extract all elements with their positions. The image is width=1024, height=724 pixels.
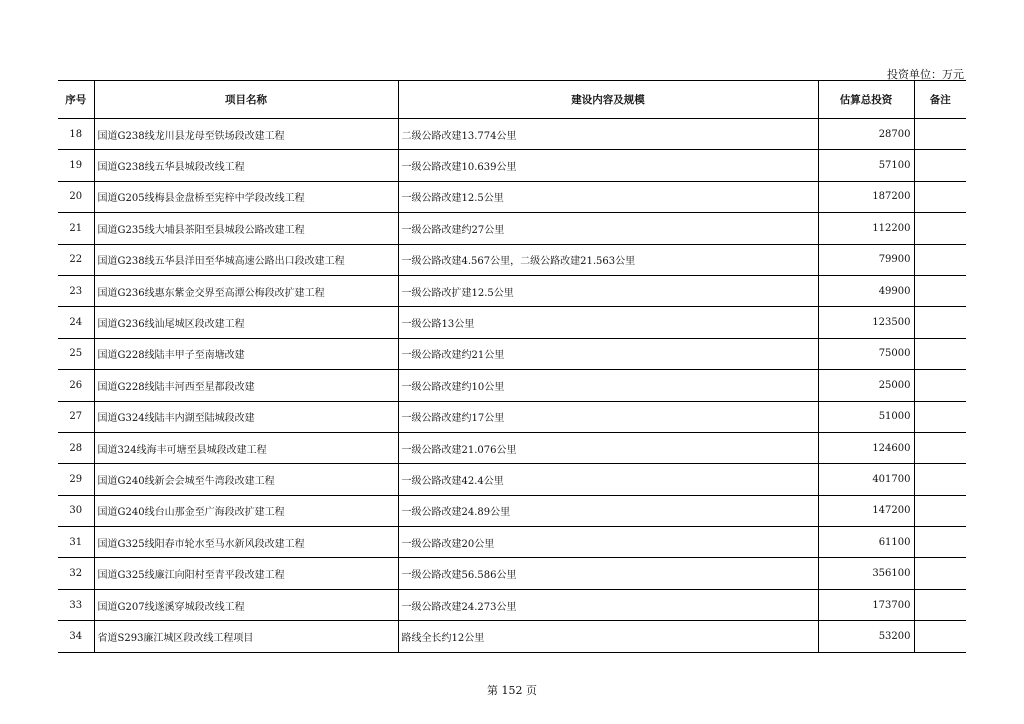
cell-no: 32: [58, 558, 94, 589]
cell-estimated-investment: 75000: [818, 338, 914, 369]
table-row: [58, 558, 966, 589]
table-row: [58, 213, 966, 244]
cell-no: 33: [58, 589, 94, 620]
cell-remark: [914, 213, 966, 244]
table-row: [58, 401, 966, 432]
cell-estimated-investment: 25000: [818, 370, 914, 401]
table-row: [58, 338, 966, 369]
cell-remark: [914, 150, 966, 181]
table-row: [58, 621, 966, 652]
cell-remark: [914, 558, 966, 589]
cell-no: 21: [58, 213, 94, 244]
cell-no: 23: [58, 275, 94, 306]
page-number: 第 152 页: [487, 684, 537, 697]
investment-unit-label: 投资单位：万元: [887, 68, 964, 81]
cell-remark: [914, 621, 966, 652]
header-project-name: 项目名称: [94, 81, 398, 119]
cell-remark: [914, 307, 966, 338]
cell-construction-scope: 一级公路改建约27公里: [398, 213, 818, 244]
cell-estimated-investment: 124600: [818, 432, 914, 463]
cell-estimated-investment: 147200: [818, 495, 914, 526]
cell-construction-scope: 一级公路改扩建12.5公里: [398, 275, 818, 306]
cell-no: 29: [58, 464, 94, 495]
cell-estimated-investment: 79900: [818, 244, 914, 275]
cell-project-name: 国道G238线五华县城段改线工程: [94, 150, 398, 181]
table-row: [58, 307, 966, 338]
table-row: [58, 464, 966, 495]
cell-no: 25: [58, 338, 94, 369]
table-row: [58, 119, 966, 150]
cell-no: 31: [58, 527, 94, 558]
cell-estimated-investment: 187200: [818, 181, 914, 212]
cell-remark: [914, 464, 966, 495]
cell-remark: [914, 275, 966, 306]
table-row: [58, 527, 966, 558]
cell-construction-scope: 一级公路改建21.076公里: [398, 432, 818, 463]
cell-no: 18: [58, 119, 94, 150]
cell-estimated-investment: 173700: [818, 589, 914, 620]
cell-no: 20: [58, 181, 94, 212]
cell-construction-scope: 一级公路改建56.586公里: [398, 558, 818, 589]
table-row: [58, 150, 966, 181]
cell-estimated-investment: 61100: [818, 527, 914, 558]
cell-project-name: 国道G238线龙川县龙母至铁场段改建工程: [94, 119, 398, 150]
cell-project-name: 国道324线海丰可塘至县城段改建工程: [94, 432, 398, 463]
cell-no: 27: [58, 401, 94, 432]
cell-project-name: 国道G228线陆丰甲子至南塘改建: [94, 338, 398, 369]
cell-remark: [914, 244, 966, 275]
cell-no: 30: [58, 495, 94, 526]
table-row: [58, 432, 966, 463]
cell-remark: [914, 589, 966, 620]
cell-estimated-investment: 57100: [818, 150, 914, 181]
cell-construction-scope: 一级公路改建42.4公里: [398, 464, 818, 495]
cell-no: 24: [58, 307, 94, 338]
cell-project-name: 国道G236线惠东紫金交界至高潭公梅段改扩建工程: [94, 275, 398, 306]
table-body: [58, 119, 966, 653]
project-table: [58, 80, 966, 653]
table-row: [58, 275, 966, 306]
cell-no: 19: [58, 150, 94, 181]
cell-construction-scope: 一级公路改建10.639公里: [398, 150, 818, 181]
header-construction-scope: 建设内容及规模: [398, 81, 818, 119]
cell-project-name: 国道G324线陆丰内湖至陆城段改建: [94, 401, 398, 432]
table-row: [58, 495, 966, 526]
cell-construction-scope: 二级公路改建13.774公里: [398, 119, 818, 150]
cell-project-name: 国道G325线阳春市轮水至马水新风段改建工程: [94, 527, 398, 558]
cell-construction-scope: 一级公路改建约21公里: [398, 338, 818, 369]
cell-project-name: 国道G207线遂溪穿城段改线工程: [94, 589, 398, 620]
cell-estimated-investment: 49900: [818, 275, 914, 306]
cell-project-name: 国道G240线新会会城至牛湾段改建工程: [94, 464, 398, 495]
cell-estimated-investment: 123500: [818, 307, 914, 338]
table-header-row: [58, 81, 966, 119]
cell-construction-scope: 一级公路改建约17公里: [398, 401, 818, 432]
cell-remark: [914, 119, 966, 150]
cell-remark: [914, 338, 966, 369]
cell-no: 34: [58, 621, 94, 652]
cell-remark: [914, 181, 966, 212]
cell-estimated-investment: 51000: [818, 401, 914, 432]
table-row: [58, 370, 966, 401]
cell-project-name: 国道G205线梅县金盘桥至宪梓中学段改线工程: [94, 181, 398, 212]
cell-project-name: 国道G238线五华县洋田至华城高速公路出口段改建工程: [94, 244, 398, 275]
cell-construction-scope: 路线全长约12公里: [398, 621, 818, 652]
cell-construction-scope: 一级公路改建24.273公里: [398, 589, 818, 620]
cell-construction-scope: 一级公路改建4.567公里，二级公路改建21.563公里: [398, 244, 818, 275]
cell-remark: [914, 432, 966, 463]
header-estimated-investment: 估算总投资: [818, 81, 914, 119]
cell-remark: [914, 370, 966, 401]
cell-construction-scope: 一级公路改建20公里: [398, 527, 818, 558]
header-no: 序号: [58, 81, 94, 119]
cell-no: 28: [58, 432, 94, 463]
cell-construction-scope: 一级公路13公里: [398, 307, 818, 338]
cell-estimated-investment: 112200: [818, 213, 914, 244]
cell-construction-scope: 一级公路改建约10公里: [398, 370, 818, 401]
cell-project-name: 国道G325线廉江向阳村至青平段改建工程: [94, 558, 398, 589]
cell-estimated-investment: 356100: [818, 558, 914, 589]
cell-construction-scope: 一级公路改建12.5公里: [398, 181, 818, 212]
cell-estimated-investment: 53200: [818, 621, 914, 652]
cell-construction-scope: 一级公路改建24.89公里: [398, 495, 818, 526]
cell-estimated-investment: 401700: [818, 464, 914, 495]
table-row: [58, 589, 966, 620]
cell-estimated-investment: 28700: [818, 119, 914, 150]
cell-no: 22: [58, 244, 94, 275]
cell-remark: [914, 495, 966, 526]
header-remark: 备注: [914, 81, 966, 119]
cell-remark: [914, 527, 966, 558]
cell-project-name: 国道G240线台山那金至广海段改扩建工程: [94, 495, 398, 526]
cell-project-name: 国道G235线大埔县茶阳至县城段公路改建工程: [94, 213, 398, 244]
table-row: [58, 181, 966, 212]
cell-project-name: 国道G236线汕尾城区段改建工程: [94, 307, 398, 338]
cell-project-name: 省道S293廉江城区段改线工程项目: [94, 621, 398, 652]
table-row: [58, 244, 966, 275]
cell-no: 26: [58, 370, 94, 401]
cell-project-name: 国道G228线陆丰河西至星都段改建: [94, 370, 398, 401]
cell-remark: [914, 401, 966, 432]
